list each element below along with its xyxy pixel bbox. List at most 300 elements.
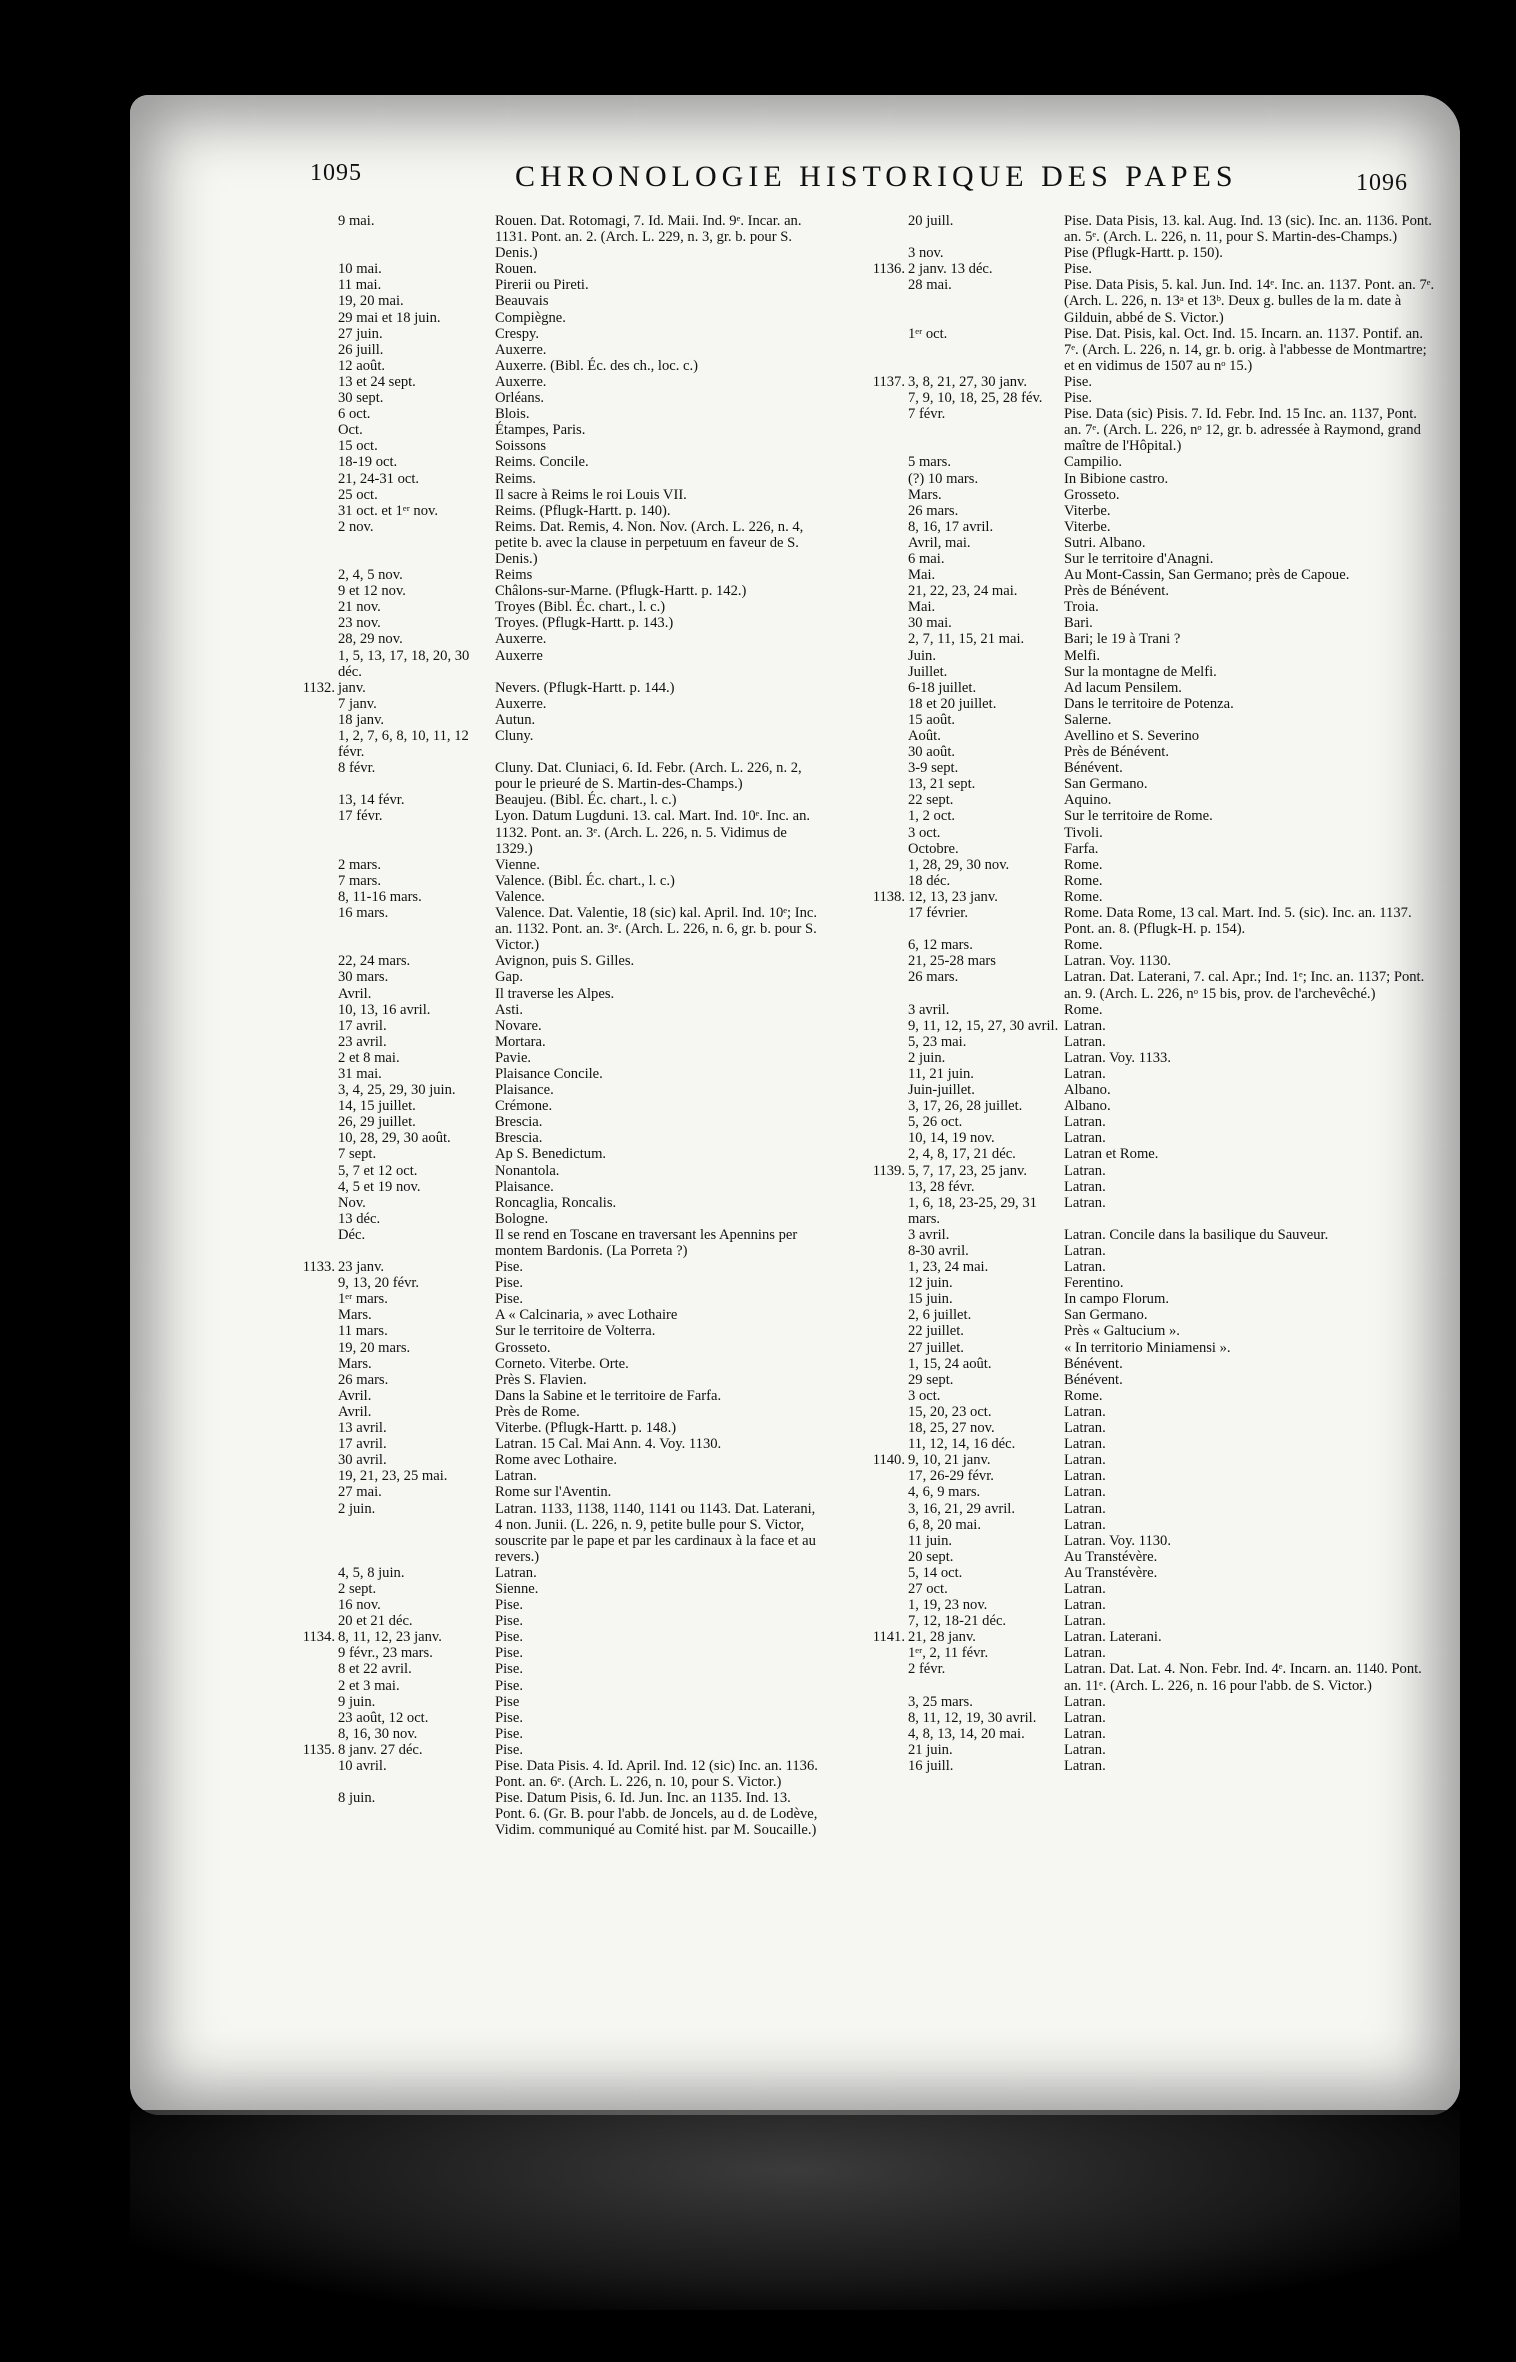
entry-date: 3 avril. <box>908 1226 950 1243</box>
entry-place: Au Mont-Cassin, San Germano; près de Capoue. <box>1064 567 1350 584</box>
entry-place: Latran. <box>1064 1741 1106 1758</box>
chronology-entry <box>296 953 834 969</box>
entry-place: Rome. <box>1064 888 1103 905</box>
entry-date: 2 nov. <box>338 518 374 535</box>
entry-year: 1138. <box>872 888 905 905</box>
chronology-entry <box>866 792 1462 808</box>
entry-place: Troyes (Bibl. Éc. chart., l. c.) <box>495 599 666 616</box>
entry-date: 18-19 oct. <box>338 454 398 471</box>
entry-place: Latran. Voy. 1130. <box>1064 953 1172 970</box>
entry-date: Mai. <box>908 567 936 584</box>
chronology-entry <box>866 1452 1462 1468</box>
chronology-entry <box>866 1436 1462 1452</box>
entry-date: 4, 5, 8 juin. <box>338 1564 405 1581</box>
entry-place: Latran. <box>1064 1580 1106 1597</box>
chronology-entry <box>296 406 834 422</box>
entry-place: Pise. Dat. Pisis, kal. Oct. Ind. 15. Incarn. an. 1137. Pontif. an. 7ᵉ. (Arch. L. 226, n. 14, gr. b. orig. à l'abbesse de Montmartre; et en vidimus de 1507 au nᵒ 15.) <box>1064 325 1427 374</box>
entry-date: 17 février. <box>908 905 968 922</box>
chronology-entry <box>866 776 1462 792</box>
chronology-entry <box>866 1114 1462 1130</box>
chronology-entry <box>296 1018 834 1034</box>
entry-date: 18 et 20 juillet. <box>908 695 997 712</box>
entry-place: Valence. (Bibl. Éc. chart., l. c.) <box>495 872 675 889</box>
chronology-entry <box>296 358 834 374</box>
chronology-entry <box>296 310 834 326</box>
entry-date: 8, 16, 17 avril. <box>908 518 994 535</box>
entry-year: 1135. <box>302 1741 335 1758</box>
entry-date: 28, 29 nov. <box>338 631 403 648</box>
chronology-entry <box>296 1758 834 1790</box>
entry-place: Rouen. Dat. Rotomagi, 7. Id. Maii. Ind. 9ᵉ. Incar. an. 1131. Pont. an. 2. (Arch. L. 229, n. 3, gr. b. pour S. Denis.) <box>495 213 802 262</box>
entry-date: 19, 20 mars. <box>338 1339 411 1356</box>
entry-date: 6, 12 mars. <box>908 937 973 954</box>
chronology-entry <box>866 825 1462 841</box>
chronology-entry <box>866 503 1462 519</box>
chronology-entry <box>296 326 834 342</box>
entry-date: 9 mai. <box>338 213 375 229</box>
entry-date: 7, 9, 10, 18, 25, 28 fév. <box>908 390 1043 407</box>
entry-place: Latran. <box>1064 1613 1106 1630</box>
entry-place: Troyes. (Pflugk-Hartt. p. 143.) <box>495 615 674 632</box>
entry-date: Juin. <box>908 647 936 664</box>
entry-place: Bologne. <box>495 1210 549 1227</box>
entry-date: 1, 2 oct. <box>908 808 956 825</box>
chronology-entry <box>296 438 834 454</box>
chronology-entry <box>866 696 1462 712</box>
chronology-entry <box>866 277 1462 325</box>
chronology-entry <box>866 1661 1462 1693</box>
entry-place: Beauvais <box>495 293 549 310</box>
entry-date: 5, 7, 17, 23, 25 janv. <box>908 1162 1028 1179</box>
entry-date: 9, 11, 12, 15, 27, 30 avril. <box>908 1017 1059 1034</box>
chronology-entry <box>296 1678 834 1694</box>
chronology-entry <box>866 1372 1462 1388</box>
chronology-entry <box>866 615 1462 631</box>
entry-place: Roncaglia, Roncalis. <box>495 1194 617 1211</box>
entry-place: Latran. <box>1064 1114 1106 1131</box>
entry-place: Latran. <box>1064 1436 1106 1453</box>
entry-date: 26, 29 juillet. <box>338 1114 416 1131</box>
entry-date: 15, 20, 23 oct. <box>908 1403 992 1420</box>
entry-place: Latran. Concile dans la basilique du Sauveur. <box>1064 1226 1329 1243</box>
entry-date: Nov. <box>338 1194 366 1211</box>
entry-place: Il traverse les Alpes. <box>495 985 615 1002</box>
entry-place: Crémone. <box>495 1098 553 1115</box>
entry-date: 2 et 3 mai. <box>338 1677 400 1694</box>
entry-date: 10 mai. <box>338 261 382 278</box>
chronology-entry <box>866 390 1462 406</box>
chronology-entry <box>296 293 834 309</box>
entry-place: Dans le territoire de Potenza. <box>1064 695 1234 712</box>
entry-date: 30 sept. <box>338 390 384 407</box>
entry-date: 1ᵉʳ mars. <box>338 1291 388 1308</box>
entry-date: 9 et 12 nov. <box>338 583 406 600</box>
entry-place: Latran. <box>1064 1243 1106 1259</box>
entry-place: Bénévent. <box>1064 1371 1123 1388</box>
chronology-entry <box>866 1082 1462 1098</box>
entry-date: 2 janv. 13 déc. <box>908 261 993 278</box>
entry-place: Valence. Dat. Valentie, 18 (sic) kal. April. Ind. 10ᵉ; Inc. an. 1132. Pont. an. 3ᵉ. (Arch. L. 226, n. 6, gr. b. pour S. Victor.) <box>495 905 818 954</box>
entry-date: 1, 28, 29, 30 nov. <box>908 856 1010 873</box>
entry-place: Autun. <box>495 711 536 728</box>
entry-date: 21, 22, 23, 24 mai. <box>908 583 1018 600</box>
chronology-entry <box>296 1645 834 1661</box>
entry-place: Viterbe. <box>1064 518 1111 535</box>
entry-date: 17 févr. <box>338 808 383 825</box>
chronology-entry <box>866 1340 1462 1356</box>
chronology-entry <box>296 1114 834 1130</box>
entry-place: Il sacre à Reims le roi Louis VII. <box>495 486 687 503</box>
entry-place: Bari. <box>1064 615 1093 632</box>
entry-place: Pise (Pflugk-Hartt. p. 150). <box>1064 245 1223 262</box>
entry-date: Août. <box>908 728 941 744</box>
entry-date: 22 sept. <box>908 792 954 809</box>
chronology-entry <box>866 1066 1462 1082</box>
entry-place: Latran. <box>495 1564 537 1581</box>
chronology-entry <box>866 245 1462 261</box>
chronology-entry <box>866 1259 1462 1275</box>
entry-date: Avril. <box>338 1403 372 1420</box>
entry-date: 15 oct. <box>338 438 378 455</box>
chronology-entry <box>296 1323 834 1339</box>
chronology-entry <box>866 1468 1462 1484</box>
entry-place: Rouen. <box>495 261 537 278</box>
entry-date: 25 oct. <box>338 486 378 503</box>
entry-place: Rome. <box>1064 872 1103 889</box>
chronology-entry <box>866 213 1462 245</box>
entry-place: Tivoli. <box>1064 824 1103 841</box>
chronology-entry <box>866 841 1462 857</box>
entry-date: 19, 21, 23, 25 mai. <box>338 1468 448 1485</box>
chronology-entry <box>866 1050 1462 1066</box>
entry-date: 5, 14 oct. <box>908 1564 963 1581</box>
right-page-number: 1096 <box>1356 170 1408 196</box>
chronology-entry <box>296 374 834 390</box>
chronology-entry <box>866 1710 1462 1726</box>
chronology-entry <box>866 1565 1462 1581</box>
entry-date: 12 août. <box>338 357 386 374</box>
entry-date: 21, 24-31 oct. <box>338 470 420 487</box>
entry-date: 6, 8, 20 mai. <box>908 1516 981 1533</box>
chronology-entry <box>296 1163 834 1179</box>
entry-date: 13 avril. <box>338 1420 387 1437</box>
entry-place: Reims. Concile. <box>495 454 589 471</box>
entry-place: Pise. Data Pisis, 5. kal. Jun. Ind. 14ᵉ. Inc. an. 1137. Pont. an. 7ᵉ. (Arch. L. 226, n. 13ᵃ et 13ᵇ. Deux g. bulles de la m. date à Gilduin, abbé de S. Victor.) <box>1064 277 1435 326</box>
entry-place: Viterbe. <box>1064 502 1111 519</box>
entry-place: Cluny. <box>495 728 534 744</box>
entry-place: Salerne. <box>1064 711 1112 728</box>
entry-date: 23 janv. <box>338 1259 385 1276</box>
entry-place: Pise. <box>495 1291 523 1308</box>
entry-place: San Germano. <box>1064 1307 1148 1324</box>
entry-date: 12, 13, 23 janv. <box>908 888 998 905</box>
entry-date: 11 mars. <box>338 1323 388 1340</box>
entry-place: Latran. 1133, 1138, 1140, 1141 ou 1143. Dat. Laterani, 4 non. Junii. (L. 226, n. 9, petite bulle pour S. Victor, souscrite par le pape et par les cardinaux à la face et au revers.) <box>495 1500 816 1565</box>
chronology-entry <box>296 873 834 889</box>
entry-date: 7 févr. <box>908 406 946 423</box>
entry-date: Mars. <box>338 1355 372 1372</box>
chronology-entry <box>866 1323 1462 1339</box>
entry-place: Sur le territoire d'Anagni. <box>1064 550 1214 567</box>
entry-place: Rome. Data Rome, 13 cal. Mart. Ind. 5. (sic). Inc. an. 1137. Pont. an. 8. (Pflugk-H. p. 154). <box>1064 905 1412 938</box>
entry-place: Auxerre. <box>495 373 547 390</box>
entry-date: 21, 25-28 mars <box>908 953 996 970</box>
chronology-entry <box>866 1694 1462 1710</box>
entry-date: 16 juill. <box>908 1758 954 1774</box>
entry-year: 1134. <box>302 1629 335 1646</box>
chronology-entry <box>296 1340 834 1356</box>
entry-place: Au Transtévère. <box>1064 1548 1158 1565</box>
entry-place: Pise. Data Pisis. 4. Id. April. Ind. 12 (sic) Inc. an. 1136. Pont. an. 6ᵉ. (Arch. L. 226, n. 10, pour S. Victor.) <box>495 1758 818 1791</box>
entry-date: 15 août. <box>908 711 956 728</box>
entry-place: Troia. <box>1064 599 1099 616</box>
entry-date: 1, 23, 24 mai. <box>908 1259 989 1276</box>
entry-date: 3 oct. <box>908 824 941 841</box>
entry-place: Latran. <box>1064 1033 1106 1050</box>
entry-place: Pise. <box>1064 261 1092 278</box>
entry-place: Pise. <box>495 1741 523 1758</box>
entry-place: Reims. Dat. Remis, 4. Non. Nov. (Arch. L. 226, n. 4, petite b. avec la clause in perpetuum en faveur de S. Denis.) <box>495 518 804 567</box>
entry-place: Latran. <box>1064 1758 1106 1774</box>
entry-place: Près de Bénévent. <box>1064 744 1169 761</box>
entry-date: 9 juin. <box>338 1693 376 1710</box>
left-page-number: 1095 <box>310 160 362 186</box>
chronology-entry <box>296 1002 834 1018</box>
chronology-entry <box>866 889 1462 905</box>
entry-date: 3 avril. <box>908 1001 950 1018</box>
entry-date: Mars. <box>338 1307 372 1324</box>
entry-date: 2 mars. <box>338 856 381 873</box>
chronology-entry <box>296 905 834 953</box>
entry-place: Étampes, Paris. <box>495 422 586 439</box>
chronology-entry <box>866 1404 1462 1420</box>
entry-place: Latran. <box>1064 1645 1106 1662</box>
chronology-entry <box>296 1629 834 1645</box>
entry-date: 17 avril. <box>338 1436 387 1453</box>
entry-date: 1ᵉʳ, 2, 11 févr. <box>908 1645 989 1662</box>
entry-date: 3 oct. <box>908 1387 941 1404</box>
entry-place: Pise. <box>1064 373 1092 390</box>
entry-date: 31 mai. <box>338 1065 382 1082</box>
entry-place: Latran. Dat. Laterani, 7. cal. Apr.; Ind. 1ᵉ; Inc. an. 1137; Pont. an. 9. (Arch. L. 226, nᵒ 15 bis, prov. de l'archevêché.) <box>1064 969 1425 1002</box>
chronology-entry <box>866 1581 1462 1597</box>
chronology-entry <box>296 1034 834 1050</box>
chronology-entry <box>866 599 1462 615</box>
entry-date: 30 avril. <box>338 1452 387 1469</box>
entry-date: 3, 16, 21, 29 avril. <box>908 1500 1016 1517</box>
entry-place: Lyon. Datum Lugduni. 13. cal. Mart. Ind. 10ᵉ. Inc. an. 1132. Pont. an. 3ᵉ. (Arch. L. 226, n. 5. Vidimus de 1329.) <box>495 808 811 857</box>
entry-place: Ad lacum Pensilem. <box>1064 679 1182 696</box>
entry-date: Mai. <box>908 599 936 616</box>
left-column <box>296 213 834 1838</box>
entry-date: 29 mai et 18 juin. <box>338 309 441 326</box>
entry-place: Pise <box>495 1693 520 1710</box>
chronology-entry <box>296 1581 834 1597</box>
chronology-entry <box>866 905 1462 937</box>
chronology-entry <box>296 680 834 696</box>
entry-date: 2 sept. <box>338 1580 377 1597</box>
entry-date: 1, 2, 7, 6, 8, 10, 11, 12 févr. <box>338 728 469 761</box>
chronology-entry <box>296 808 834 856</box>
chronology-entry <box>296 1275 834 1291</box>
chronology-entry <box>296 1082 834 1098</box>
entry-date: 16 nov. <box>338 1597 381 1614</box>
entry-date: 4, 6, 9 mars. <box>908 1484 981 1501</box>
chronology-entry <box>866 808 1462 824</box>
chronology-entry <box>866 1163 1462 1179</box>
chronology-entry <box>866 712 1462 728</box>
chronology-entry <box>866 648 1462 664</box>
chronology-entry <box>866 1726 1462 1742</box>
entry-date: 8 et 22 avril. <box>338 1661 412 1678</box>
entry-date: 29 sept. <box>908 1371 954 1388</box>
chronology-entry <box>866 937 1462 953</box>
entry-place: Pise. <box>495 1275 523 1292</box>
chronology-entry <box>296 599 834 615</box>
chronology-entry <box>866 1195 1462 1227</box>
entry-place: Novare. <box>495 1017 542 1034</box>
chronology-entry <box>866 1501 1462 1517</box>
running-title: CHRONOLOGIE HISTORIQUE DES PAPES <box>515 160 1238 193</box>
entry-date: 3 nov. <box>908 245 944 262</box>
entry-date: Déc. <box>338 1226 366 1243</box>
chronology-entry <box>296 583 834 599</box>
entry-place: Rome sur l'Aventin. <box>495 1484 612 1501</box>
entry-place: Rome. <box>1064 937 1103 954</box>
entry-place: Asti. <box>495 1001 523 1018</box>
entry-date: 13, 28 févr. <box>908 1178 975 1195</box>
entry-date: 26 mars. <box>908 502 959 519</box>
entry-date: 20 sept. <box>908 1548 954 1565</box>
entry-place: Sur le territoire de Volterra. <box>495 1323 656 1340</box>
entry-place: Latran. <box>1064 1130 1106 1147</box>
entry-date: 12 juin. <box>908 1275 953 1292</box>
chronology-entry <box>866 1597 1462 1613</box>
chronology-entry <box>866 1307 1462 1323</box>
entry-place: Cluny. Dat. Cluniaci, 6. Id. Febr. (Arch. L. 226, n. 2, pour le prieuré de S. Martin-des-Champs.) <box>495 760 802 793</box>
entry-date: 3, 17, 26, 28 juillet. <box>908 1098 1023 1115</box>
entry-date: 7 sept. <box>338 1146 377 1163</box>
entry-place: Latran. <box>1064 1162 1106 1179</box>
entry-date: 2, 4, 8, 17, 21 déc. <box>908 1146 1016 1163</box>
entry-place: Brescia. <box>495 1114 543 1131</box>
chronology-entry <box>296 471 834 487</box>
entry-date: 6 mai. <box>908 550 945 567</box>
chronology-entry <box>866 326 1462 374</box>
entry-date: 8, 11-16 mars. <box>338 888 422 905</box>
chronology-entry <box>296 728 834 760</box>
entry-year: 1139. <box>872 1162 905 1179</box>
entry-place: Auxerre <box>495 647 543 664</box>
entry-place: Bénévent. <box>1064 760 1123 777</box>
chronology-entry <box>866 1146 1462 1162</box>
chronology-entry <box>866 953 1462 969</box>
entry-date: 1, 15, 24 août. <box>908 1355 992 1372</box>
entry-date: 7 janv. <box>338 695 377 712</box>
entry-year: 1141. <box>872 1629 905 1646</box>
entry-place: Ap S. Benedictum. <box>495 1146 607 1163</box>
entry-date: 1ᵉʳ oct. <box>908 325 948 342</box>
chronology-entry <box>296 1565 834 1581</box>
entry-date: 17, 26-29 févr. <box>908 1468 994 1485</box>
entry-place: Grosseto. <box>1064 486 1120 503</box>
entry-year: 1133. <box>302 1259 335 1276</box>
chronology-entry <box>866 1645 1462 1661</box>
entry-place: Latran. <box>1064 1693 1106 1710</box>
entry-place: Auxerre. <box>495 341 547 358</box>
entry-place: Pise. Datum Pisis, 6. Id. Jun. Inc. an 1135. Ind. 13. Pont. 6. (Gr. B. pour l'abb. de Joncels, au d. de Lodève, Vidim. communiqué au Comité hist. par M. Soucaille.) <box>495 1790 818 1839</box>
entry-date: 11 juin. <box>908 1532 953 1549</box>
chronology-entry <box>296 1307 834 1323</box>
entry-date: 11 mai. <box>338 277 382 294</box>
entry-place: Latran. <box>1064 1065 1106 1082</box>
entry-date: 5, 7 et 12 oct. <box>338 1162 418 1179</box>
entry-place: Vienne. <box>495 856 540 873</box>
chronology-entry <box>296 1050 834 1066</box>
entry-date: 2 févr. <box>908 1661 946 1678</box>
entry-date: 10, 14, 19 nov. <box>908 1130 995 1147</box>
entry-date: 30 mars. <box>338 969 389 986</box>
entry-place: Latran et Rome. <box>1064 1146 1159 1163</box>
entry-date: 27 juillet. <box>908 1339 964 1356</box>
entry-date: 28 mai. <box>908 277 952 294</box>
entry-place: Pise. Data Pisis, 13. kal. Aug. Ind. 13 (sic). Inc. an. 1136. Pont. an. 5ᵉ. (Arch. L. 226, n. 11, pour S. Martin-des-Champs.) <box>1064 213 1432 246</box>
entry-place: Grosseto. <box>495 1339 551 1356</box>
chronology-entry <box>296 1452 834 1468</box>
entry-place: Campilio. <box>1064 454 1122 471</box>
entry-date: 17 avril. <box>338 1017 387 1034</box>
chronology-entry <box>296 390 834 406</box>
entry-place: Latran. <box>1064 1500 1106 1517</box>
entry-date: 8-30 avril. <box>908 1243 969 1259</box>
entry-date: 7, 12, 18-21 déc. <box>908 1613 1007 1630</box>
entry-date: 3, 8, 21, 27, 30 janv. <box>908 373 1028 390</box>
entry-place: Avellino et S. Severino <box>1064 728 1200 744</box>
entry-date: 10 avril. <box>338 1758 387 1774</box>
entry-place: Bénévent. <box>1064 1355 1123 1372</box>
entry-place: Latran. <box>1064 1420 1106 1437</box>
entry-place: San Germano. <box>1064 776 1148 793</box>
entry-date: 15 juin. <box>908 1291 953 1308</box>
entry-date: 8, 16, 30 nov. <box>338 1725 418 1742</box>
chronology-entry <box>866 857 1462 873</box>
entry-place: Au Transtévère. <box>1064 1564 1158 1581</box>
entry-place: Châlons-sur-Marne. (Pflugk-Hartt. p. 142.) <box>495 583 747 600</box>
entry-place: Latran. <box>1064 1468 1106 1485</box>
entry-date: 16 mars. <box>338 905 389 922</box>
entry-date: 23 août, 12 oct. <box>338 1709 429 1726</box>
chronology-entry <box>296 454 834 470</box>
entry-place: Rome. <box>1064 1387 1103 1404</box>
chronology-entry <box>296 1098 834 1114</box>
entry-date: 11, 12, 14, 16 déc. <box>908 1436 1016 1453</box>
entry-date: 1, 5, 13, 17, 18, 20, 30 déc. <box>338 647 470 680</box>
entry-date: 22 juillet. <box>908 1323 964 1340</box>
entry-date: 26 mars. <box>908 969 959 986</box>
entry-place: Pise. <box>495 1645 523 1662</box>
entry-place: Ferentino. <box>1064 1275 1124 1292</box>
chronology-entry <box>296 422 834 438</box>
entry-place: Latran. <box>1064 1259 1106 1276</box>
entry-date: 8 févr. <box>338 760 376 777</box>
chronology-entry <box>296 696 834 712</box>
entry-date: 3, 25 mars. <box>908 1693 973 1710</box>
chronology-entry <box>296 1484 834 1500</box>
entry-place: Latran. <box>1064 1017 1106 1034</box>
entry-date: Avril, mai. <box>908 534 971 551</box>
entry-place: Pise. <box>495 1613 523 1630</box>
entry-place: In campo Florum. <box>1064 1291 1169 1308</box>
